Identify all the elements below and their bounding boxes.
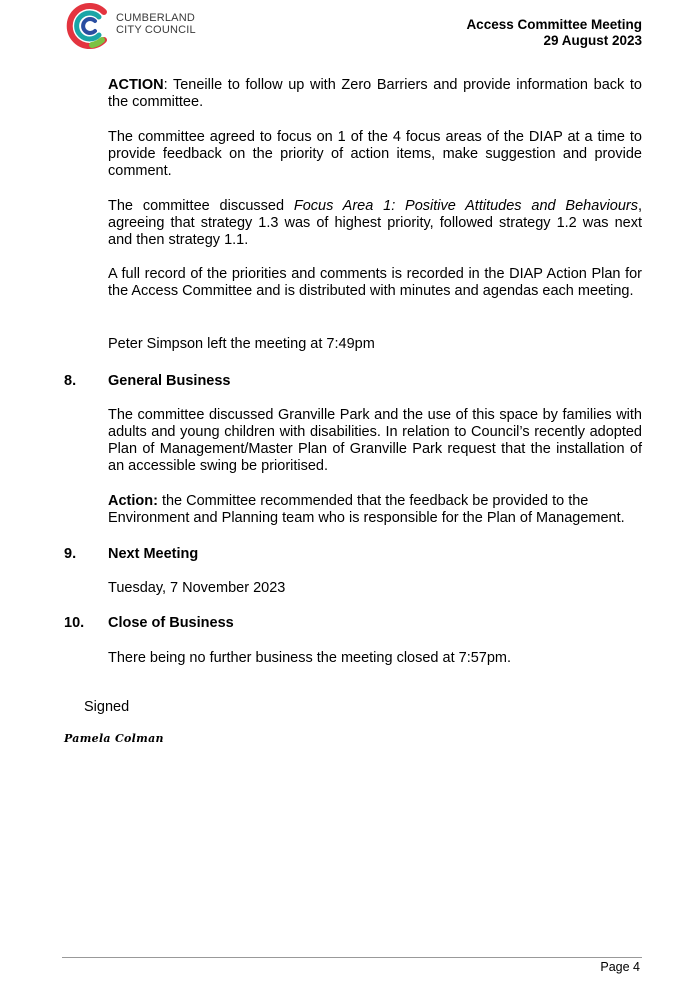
signed-label: Signed bbox=[84, 699, 130, 715]
item7-para4: Peter Simpson left the meeting at 7:49pm bbox=[108, 336, 375, 352]
item7-para2-suffix: , agreeing that strategy 1.3 was of highest priority, followed strategy 1.2 was next and then strategy 1.1. bbox=[108, 198, 643, 248]
signature: Pamela Colman bbox=[64, 732, 164, 745]
meeting-title: Access Committee Meeting bbox=[466, 17, 642, 32]
item10-heading: Close of Business bbox=[108, 615, 234, 631]
item8-para1: The committee discussed Granville Park and the use of this space by families with adults and young children with disabilities. In relation to Council’s recently adopted Plan of Management/Master Plan of Granville Park request that the installation of an accessible swing be prioritised. bbox=[108, 407, 642, 474]
focus-area-title: Focus Area 1: Positive Attitudes and Behaviours bbox=[293, 198, 638, 214]
close-of-business-text: There being no further business the meeting closed at 7:57pm. bbox=[108, 650, 512, 666]
footer-divider bbox=[62, 957, 642, 958]
item8-action bbox=[108, 493, 642, 527]
item7-para1: The committee agreed to focus on 1 of the 4 focus areas of the DIAP at a time to provide feedback on the priority of action items, make suggestion and provide comment. bbox=[108, 129, 642, 179]
item10-number: 10. bbox=[64, 615, 85, 631]
item8-number: 8. bbox=[64, 373, 77, 389]
item9-heading: Next Meeting bbox=[108, 546, 199, 562]
page-number: Page 4 bbox=[600, 960, 640, 974]
meeting-header bbox=[466, 17, 642, 49]
council-name bbox=[116, 12, 196, 36]
item9-number: 9. bbox=[64, 546, 77, 562]
item7-para2 bbox=[108, 198, 642, 249]
council-name-line1: CUMBERLAND bbox=[116, 12, 196, 24]
meeting-date: 29 August 2023 bbox=[543, 33, 642, 48]
item8-action-label: Action: bbox=[108, 493, 158, 509]
item8-action-text: the Committee recommended that the feedback be provided to the Environment and Planning team who is responsible for the Plan of Management. bbox=[108, 493, 625, 526]
council-name-line2: CITY COUNCIL bbox=[116, 24, 196, 36]
next-meeting-date: Tuesday, 7 November 2023 bbox=[108, 580, 286, 596]
council-logo-icon bbox=[64, 0, 112, 52]
item7-action-text: : Teneille to follow up with Zero Barriers and provide information back to the committee. bbox=[108, 77, 642, 110]
item7-para3: A full record of the priorities and comments is recorded in the DIAP Action Plan for the Access Committee and is distributed with minutes and agendas each meeting. bbox=[108, 266, 642, 299]
item8-heading: General Business bbox=[108, 373, 231, 389]
item7-para2-prefix: The committee discussed bbox=[108, 198, 294, 214]
council-logo bbox=[64, 0, 204, 56]
item7-action bbox=[108, 77, 642, 111]
item7-action-label: ACTION bbox=[108, 77, 164, 93]
